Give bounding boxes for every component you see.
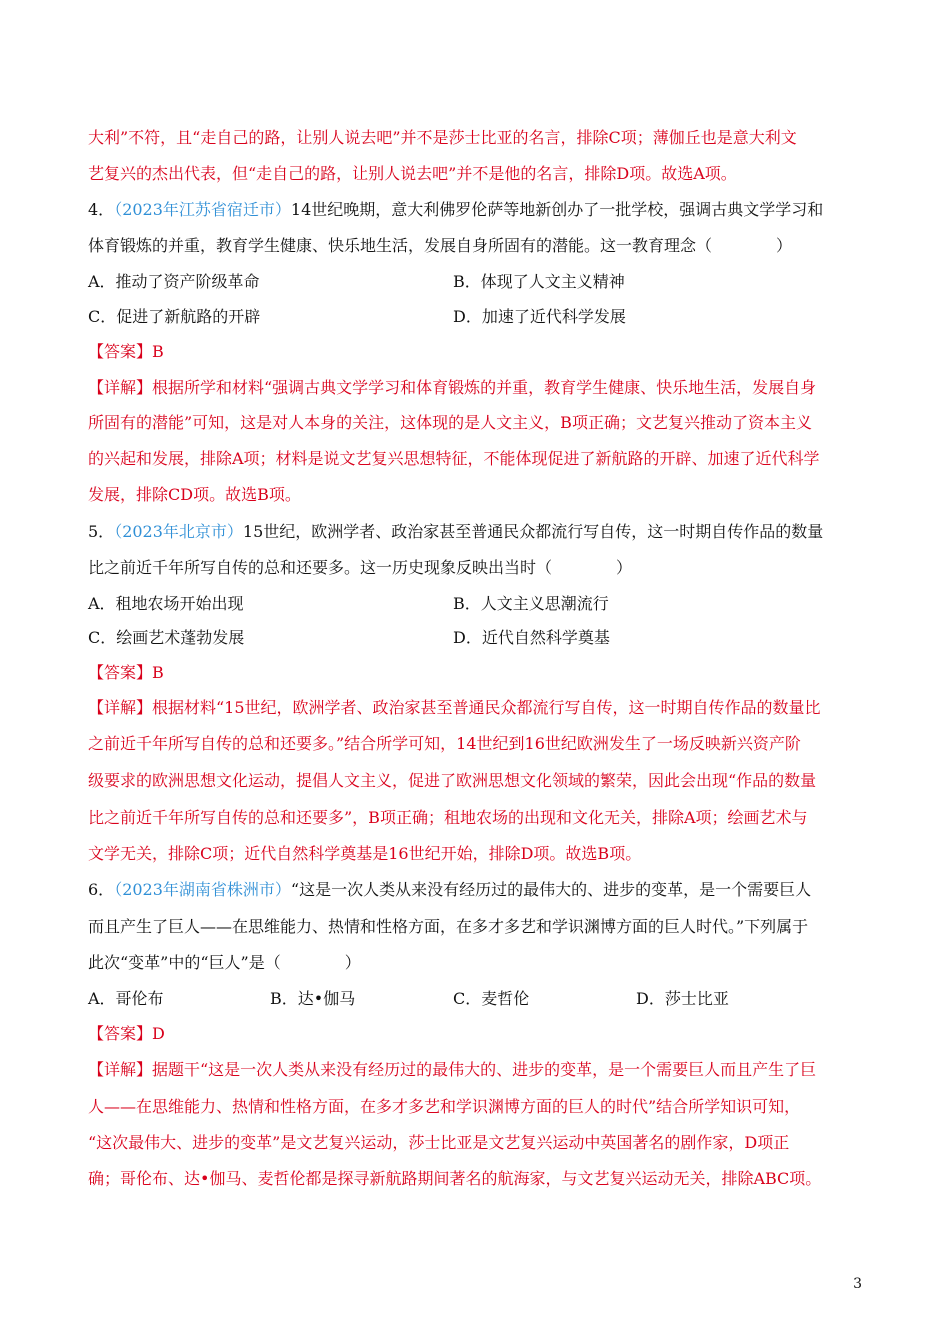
q6-stem-line-3: 此次“变革”中的“巨人”是（ ） [88,953,361,972]
q5-answer: 【答案】B [88,663,164,682]
q4-source: （2023年江苏省宿迁市） [114,200,291,219]
q6-detail-line-3: “这次最伟大、进步的变革”是文艺复兴运动，莎士比亚是文艺复兴运动中英国著名的剧作家，D项正 [88,1133,790,1152]
q4-option-a: A．推动了资产阶级革命 [88,272,260,291]
q6-stem-line-2: 而且产生了巨人——在思维能力、热情和性格方面，在多才多艺和学识渊博方面的巨人时代。”下列属于 [88,917,809,936]
q4-option-c: C．促进了新航路的开辟 [88,307,261,326]
q5-detail-line-3: 级要求的欧洲思想文化运动，提倡人文主义，促进了欧洲思想文化领域的繁荣，因此会出现“作品的数量 [88,771,817,790]
q5-detail-line-4: 比之前近千年所写自传的总和还要多”，B项正确；租地农场的出现和文化无关，排除A项；绘画艺术与 [88,808,808,827]
q6-detail-line-2: 人——在思维能力、热情和性格方面，在多才多艺和学识渊博方面的巨人的时代”结合所学知识可知， [88,1097,801,1116]
q6-stem-line-1 [88,880,868,900]
q5-number: 5． [88,522,115,541]
q5-option-d: D．近代自然科学奠基 [453,628,610,647]
q4-stem-line-1 [88,200,868,220]
q5-option-c: C．绘画艺术蓬勃发展 [88,628,245,647]
q4-detail-line-4: 发展，排除CD项。故选B项。 [88,485,301,504]
q5-source: （2023年北京市） [114,522,243,541]
q4-option-b: B．体现了人文主义精神 [453,272,625,291]
q4-detail-line-3: 的兴起和发展，排除A项；材料是说文艺复兴思想特征，不能体现促进了新航路的开辟、加速了近代科学 [88,449,820,468]
q4-answer: 【答案】B [88,342,164,361]
q4-detail-line-1: 【详解】根据所学和材料“强调古典文学学习和体育锻炼的并重，教育学生健康、快乐地生活，发展自身 [88,378,817,397]
q6-source: （2023年湖南省株洲市） [114,880,291,899]
q5-detail-line-2: 之前近千年所写自传的总和还要多。”结合所学可知，14世纪到16世纪欧洲发生了一场反映新兴资产阶 [88,734,801,753]
q6-answer: 【答案】D [88,1024,165,1043]
q5-stem-1: 15世纪，欧洲学者、政治家甚至普通民众都流行写自传，这一时期自传作品的数量 [242,522,824,541]
q4-option-d: D．加速了近代科学发展 [453,307,626,326]
q6-option-b: B．达•伽马 [270,989,356,1008]
q5-stem-line-1 [88,522,868,542]
q4-number: 4． [88,200,115,219]
intro-line-2: 艺复兴的杰出代表，但“走自己的路，让别人说去吧”并不是他的名言，排除D项。故选A项。 [88,164,737,183]
q6-option-a: A．哥伦布 [88,989,164,1008]
q5-detail-line-1: 【详解】根据材料“15世纪，欧洲学者、政治家甚至普通民众都流行写自传，这一时期自传作品的数量比 [88,698,821,717]
q6-number: 6． [88,880,115,899]
q4-stem-line-2: 体育锻炼的并重，教育学生健康、快乐地生活，发展自身所固有的潜能。这一教育理念（ ） [88,236,793,255]
q5-option-b: B．人文主义思潮流行 [453,594,609,613]
page-number: 3 [853,1276,862,1292]
intro-line-1: 大利”不符，且“走自己的路，让别人说去吧”并不是莎士比亚的名言，排除C项；薄伽丘也是意大利文 [88,128,797,147]
q4-stem-1: 14世纪晚期，意大利佛罗伦萨等地新创办了一批学校，强调古典文学学习和 [290,200,824,219]
q6-detail-line-4: 确；哥伦布、达•伽马、麦哲伦都是探寻新航路期间著名的航海家，与文艺复兴运动无关，排除ABC项。 [88,1169,822,1188]
q6-option-d: D．莎士比亚 [636,989,729,1008]
q6-stem-1: “这是一次人类从来没有经历过的最伟大的、进步的变革，是一个需要巨人 [290,880,812,899]
q4-detail-line-2: 所固有的潜能”可知，这是对人本身的关注，这体现的是人文主义，B项正确；文艺复兴推动了资本主义 [88,413,812,432]
q5-detail-line-5: 文学无关，排除C项；近代自然科学奠基是16世纪开始，排除D项。故选B项。 [88,844,642,863]
q6-detail-line-1: 【详解】据题干“这是一次人类从来没有经历过的最伟大的、进步的变革，是一个需要巨人而且产生了巨 [88,1060,817,1079]
q6-option-c: C．麦哲伦 [453,989,530,1008]
q5-stem-line-2: 比之前近千年所写自传的总和还要多。这一历史现象反映出当时（ ） [88,558,633,577]
q5-option-a: A．租地农场开始出现 [88,594,244,613]
